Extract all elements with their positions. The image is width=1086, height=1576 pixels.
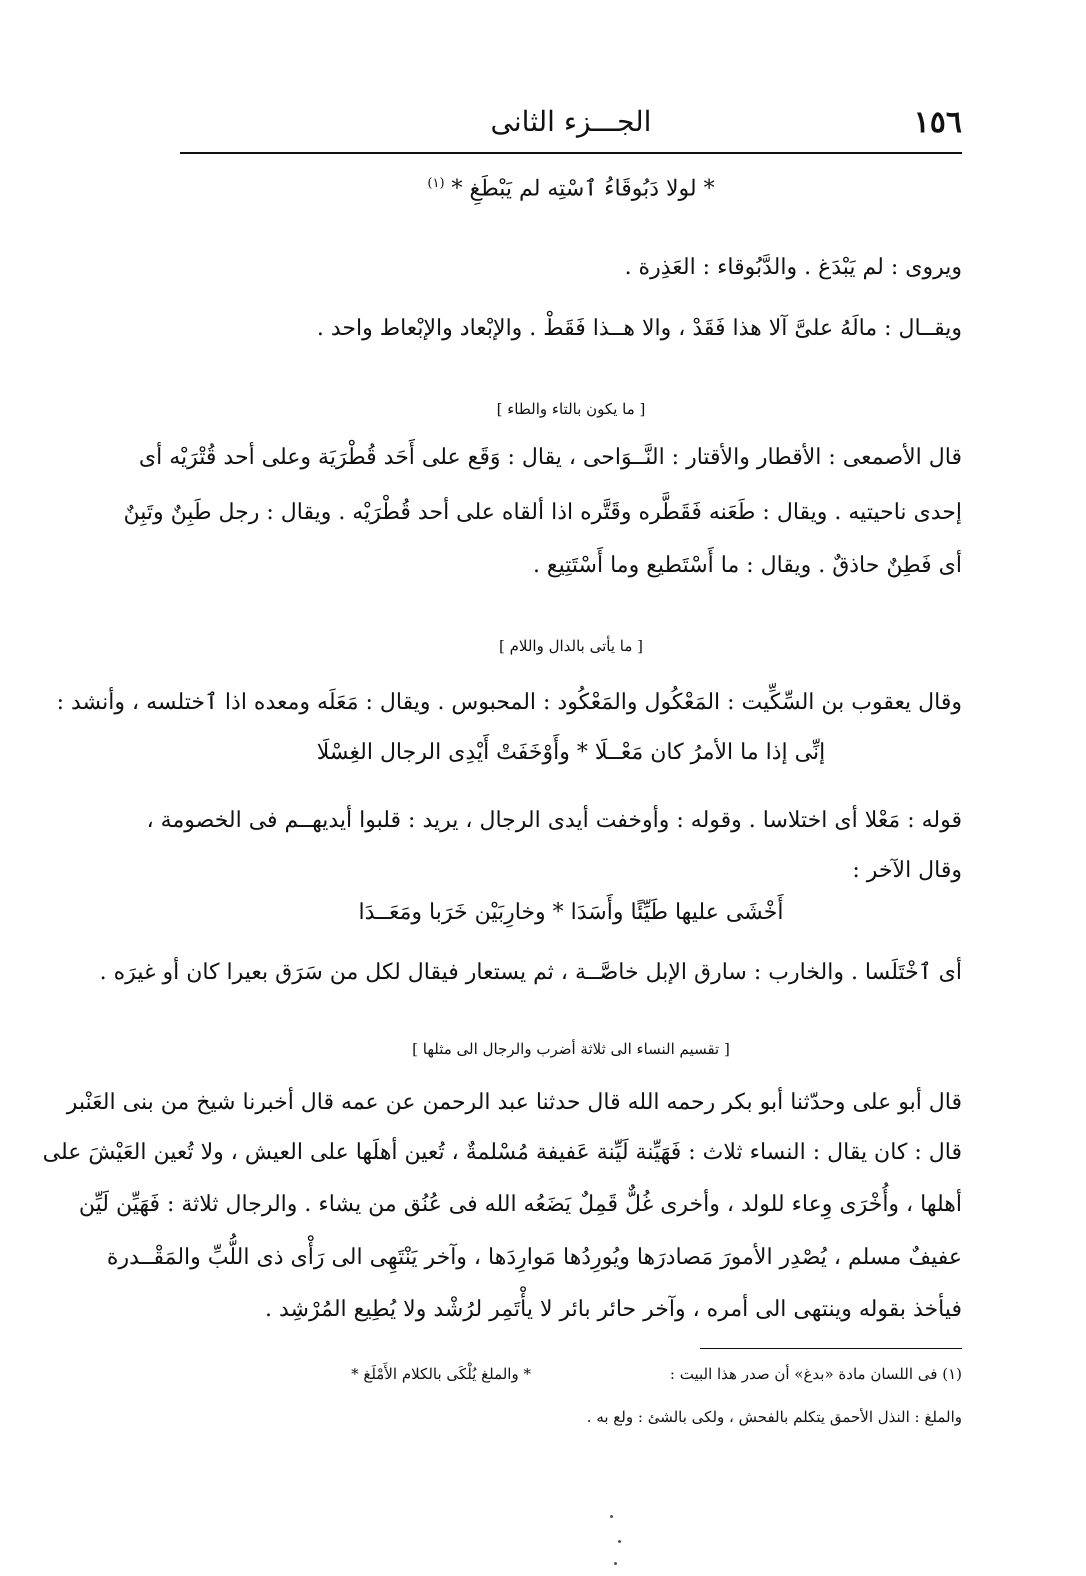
verse-line-3: أَخْشَى عليها طَيِّئًا وأَسَدَا * وخارِبَيْن خَرَبا ومَعَــدَا (358, 900, 784, 925)
text-line: فيأخذ بقوله وينتهى الى أمره ، وآخر حائر بائر لا يأْتَمِر لرُشْد ولا يُطِيع المُرْشِد . (265, 1297, 962, 1322)
verse-line-2: إنِّى إذا ما الأمرُ كان مَعْــلَا * وأَوْخَفَتْ أَيْدِى الرجال الغِسْلَا (316, 740, 826, 765)
text-line: قال الأصمعى : الأقطار والأقتار : النَّــوَاحى ، يقال : وَقَع على أَحَد قُطْرَيَة وعلى أحد قُتْرَيْه أى (138, 445, 962, 470)
verse-line-1 (180, 176, 962, 201)
footnote-ref: (١) (427, 176, 445, 191)
section-heading-ta-tah: [ ما يكون بالتاء والطاء ] (496, 400, 646, 418)
text-line: أهلها ، وأُخْرَى وِعاء للولد ، وأخرى غُلٌّ قَمِلٌ يَضَعُه الله فى عُنُق من يشاء . والرجال ثلاثة : فَهَيِّن لَيِّن (78, 1192, 962, 1217)
paper-speck (610, 1515, 613, 1518)
text-line: إحدى ناحيتيه . ويقال : طَعَنه فَقَطَّره وقَتَّره اذا ألقاه على أحد قُطْرَيْه . ويقال : رجل طَبِنٌ وتَبِنٌ (123, 500, 962, 525)
text-line: ويقــال : مالَهُ علىَّ آلا هذا فَقَدْ ، والا هــذا فَقَطْ . والإبْعاد والإبْعاط واحد . (316, 316, 962, 341)
paper-speck (614, 1562, 617, 1565)
text-line: قوله : مَعْلا أى اختلاسا . وقوله : وأوخفت أيدى الرجال ، يريد : قلبوا أيديهــم فى الخصومة ، (146, 808, 962, 833)
text-line: عفيفٌ مسلم ، يُصْدِر الأمورَ مَصادرَها ويُورِدُها مَوارِدَها ، وآخر يَنْتَهِى الى رَأْى ذى اللُّبِّ والمَقْــدرة (106, 1245, 962, 1270)
section-heading-women-men: [ تقسيم النساء الى ثلاثة أضرب والرجال الى مثلها ] (412, 1040, 730, 1058)
page-header (180, 105, 962, 149)
header-rule (180, 152, 962, 154)
page-number: ١٥٦ (913, 105, 962, 140)
footnote-2: والملغ : النذل الأحمق يتكلم بالفحش ، ولكى بالشئ : ولع به . (586, 1408, 962, 1426)
text-line: أى ٱخْتَلَسا . والخارب : سارق الإبل خاصَّــة ، ثم يستعار فيقال لكل من سَرَق بعيرا كان أو غيرَه . (99, 960, 962, 985)
running-head: الجـــزء الثانى (490, 105, 652, 138)
text-line: وقال الآخر : (852, 858, 962, 883)
paper-speck (618, 1540, 621, 1543)
text-line: وقال يعقوب بن السِّكِّيت : المَعْكُول والمَعْكُود : المحبوس . ويقال : مَعَلَه ومعده اذا ٱختلسه ، وأنشد : (56, 690, 962, 715)
footnote-rule (700, 1348, 962, 1349)
verse-text: * لولا دَبُوقَاءُ ٱسْتِه لم يَبْطَغِ * (451, 176, 715, 202)
section-heading-dal-lam: [ ما يأتى بالدال واللام ] (498, 637, 644, 655)
footnote-1-intro: (١) فى اللسان مادة «بدغ» أن صدر هذا البيت : (669, 1365, 962, 1383)
text-line: قال : كان يقال : النساء ثلاث : فَهَيِّنة لَيِّنة عَفيفة مُسْلمةٌ ، تُعين أهلَها على العيش ، ولا تُعين العَيْشَ على (42, 1140, 962, 1165)
text-line: أى فَطِنٌ حاذقٌ . ويقال : ما أَسْتَطيع وما أَسْتَتِيع . (532, 553, 962, 578)
text-line: ويروى : لم يَبْدَغ . والدَّبُوقاء : العَذِرة . (624, 255, 962, 280)
text-line: قال أبو على وحدّثنا أبو بكر رحمه الله قال حدثنا عبد الرحمن عن عمه قال أخبرنا شيخ من بنى العَنْبر (66, 1090, 962, 1115)
footnote-1-verse: * والملغ يُلْكَى بالكلام الأَمْلَغ * (351, 1365, 531, 1383)
